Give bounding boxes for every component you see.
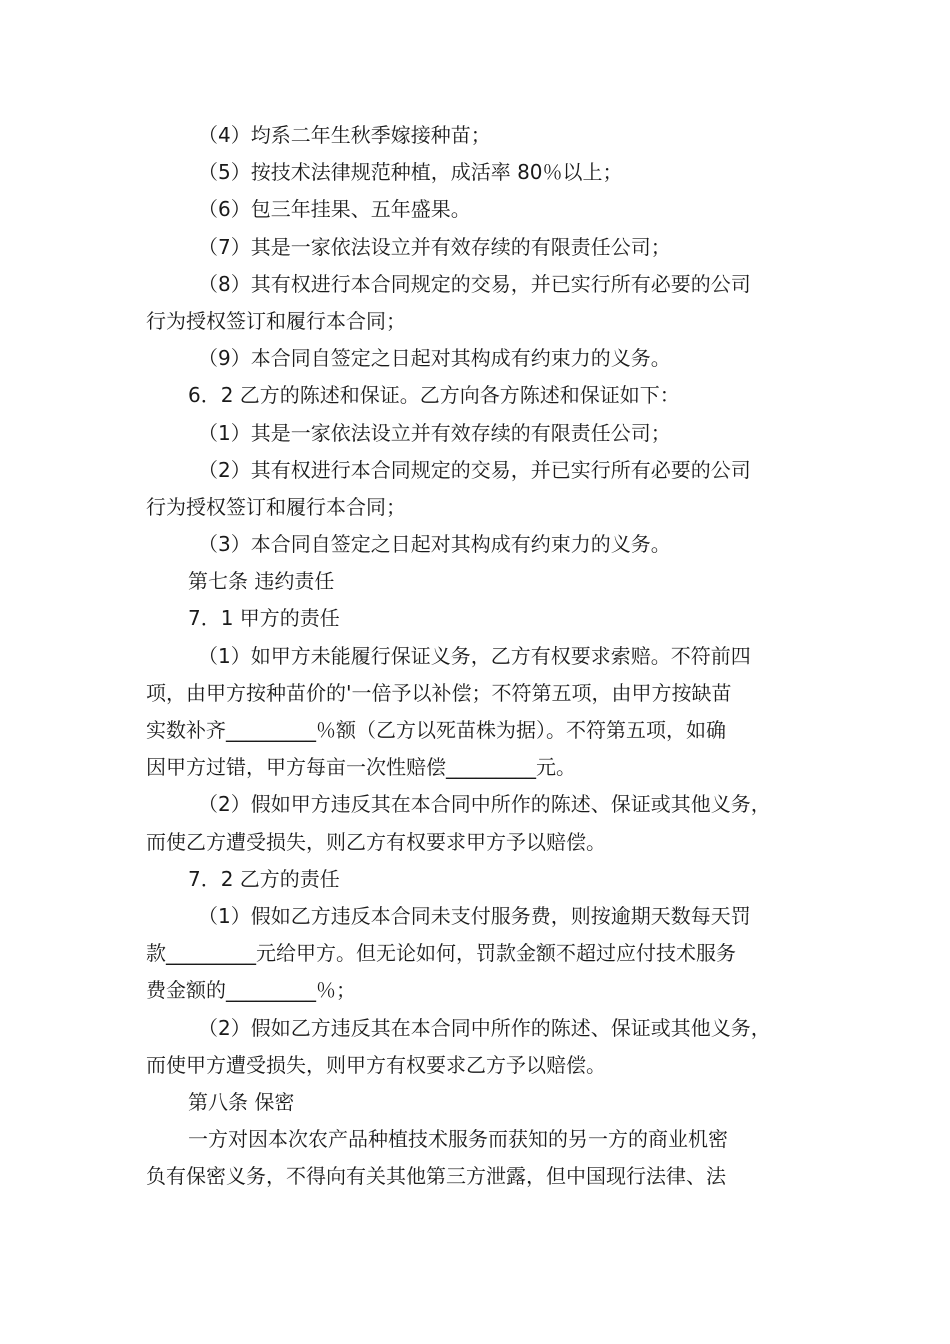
- liability-a-clause-2-cont: 而使乙方遭受损失，则乙方有权要求甲方予以赔偿。: [146, 829, 606, 854]
- liability-b-clause-2: （2）假如乙方违反其在本合同中所作的陈述、保证或其他义务，: [198, 1015, 771, 1040]
- liability-a-clause-1: （1）如甲方未能履行保证义务，乙方有权要求索赔。不符前四: [198, 643, 751, 668]
- document-body: [146, 117, 808, 1195]
- clause-8-authority-cont: 行为授权签订和履行本合同；: [146, 308, 406, 333]
- section-7-1-heading: 7．1 甲方的责任: [188, 606, 340, 631]
- party-b-clause-3: （3）本合同自签定之日起对其构成有约束力的义务。: [198, 532, 671, 557]
- clause-8-authority: （8）其有权进行本合同规定的交易，并已实行所有必要的公司: [198, 271, 751, 296]
- section-7-2-heading: 7．2 乙方的责任: [188, 866, 340, 891]
- liability-a-clause-1-cont-1: 项，由甲方按种苗价的'一倍予以补偿；不符第五项，由甲方按缺苗: [146, 680, 732, 705]
- party-b-clause-1: （1）其是一家依法设立并有效存续的有限责任公司；: [198, 420, 671, 445]
- clause-7-company-status: （7）其是一家依法设立并有效存续的有限责任公司；: [198, 234, 671, 259]
- liability-a-clause-1-cont-3: 因甲方过错，甲方每亩一次性赔偿_________元。: [146, 755, 576, 780]
- clause-9-binding: （9）本合同自签定之日起对其构成有约束力的义务。: [198, 346, 671, 371]
- liability-b-clause-2-cont: 而使甲方遭受损失，则甲方有权要求乙方予以赔偿。: [146, 1052, 606, 1077]
- clause-5-planting-standard: （5）按技术法律规范种植，成活率 80％以上；: [198, 160, 623, 185]
- clause-4-seedling-type: （4）均系二年生秋季嫁接种苗；: [198, 123, 491, 147]
- confidentiality-paragraph-cont: 负有保密义务，不得向有关其他第三方泄露，但中国现行法律、法: [146, 1164, 726, 1189]
- party-b-clause-2-cont: 行为授权签订和履行本合同；: [146, 494, 406, 519]
- clause-6-fruit-guarantee: （6）包三年挂果、五年盛果。: [198, 197, 471, 222]
- liability-b-clause-1-cont-2: 费金额的_________％；: [146, 978, 356, 1003]
- article-7-heading: 第七条 违约责任: [188, 569, 335, 594]
- liability-a-clause-1-cont-2: 实数补齐_________％额（乙方以死苗株为据）。不符第五项，如确: [146, 718, 726, 742]
- article-8-heading: 第八条 保密: [188, 1089, 295, 1114]
- confidentiality-paragraph: 一方对因本次农产品种植技术服务而获知的另一方的商业机密: [188, 1127, 728, 1152]
- party-b-clause-2: （2）其有权进行本合同规定的交易，并已实行所有必要的公司: [198, 457, 751, 482]
- liability-b-clause-1: （1）假如乙方违反本合同未支付服务费，则按逾期天数每天罚: [198, 903, 751, 928]
- liability-b-clause-1-cont-1: 款_________元给甲方。但无论如何，罚款金额不超过应付技术服务: [146, 941, 736, 966]
- liability-a-clause-2: （2）假如甲方违反其在本合同中所作的陈述、保证或其他义务，: [198, 792, 771, 817]
- section-6-2-heading: 6．2 乙方的陈述和保证。乙方向各方陈述和保证如下：: [188, 383, 680, 408]
